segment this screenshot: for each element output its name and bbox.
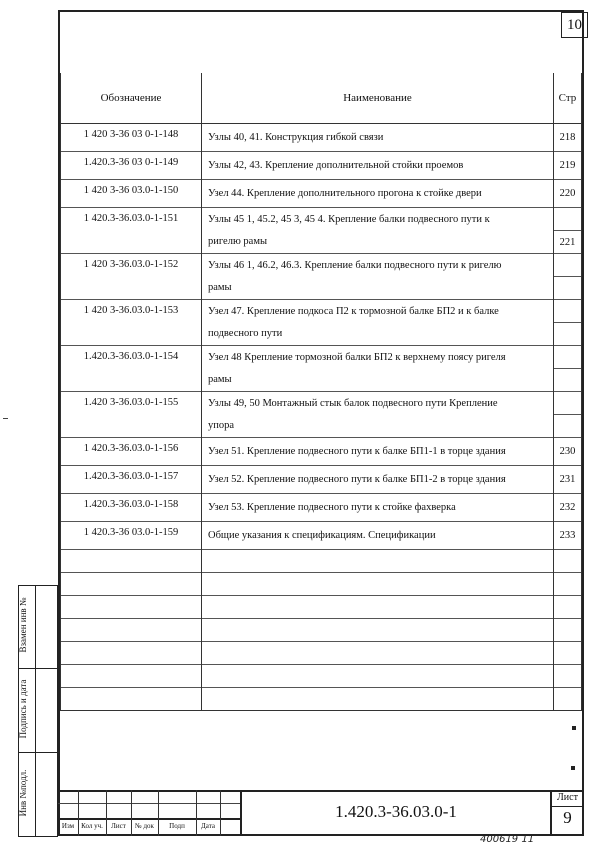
scan-mark	[3, 418, 8, 419]
sheet-number: 9	[563, 808, 572, 827]
table-row	[61, 300, 582, 323]
title-block-column-label: № док	[135, 822, 154, 830]
row-name-line: Узел 51. Крепление подвесного пути к балке БП1-1 в торце здания	[202, 438, 554, 466]
side-label-original-inv: Инв №подл.	[18, 769, 28, 817]
title-block-column-label: Изм	[61, 822, 75, 830]
table-row-empty	[61, 619, 582, 642]
row-code: 1.420.3-36.03.0-1-158	[61, 494, 202, 522]
row-name-line: Узел 48 Крепление тормозной балки БП2 к верхнему поясу ригеля	[202, 346, 554, 369]
empty-cell	[202, 573, 554, 596]
row-page	[554, 346, 582, 369]
row-code: 1 420.3-36.03.0-1-156	[61, 438, 202, 466]
empty-cell	[202, 665, 554, 688]
scan-mark	[571, 766, 575, 770]
empty-cell	[554, 573, 582, 596]
row-page	[554, 323, 582, 346]
table-row	[61, 180, 582, 208]
row-page	[554, 415, 582, 438]
column-header-page: Стр	[554, 73, 582, 124]
column-header-name: Наименование	[202, 73, 554, 124]
empty-cell	[202, 688, 554, 711]
title-block-column-divider	[220, 790, 221, 836]
title-block-column-label: Подп	[169, 822, 185, 830]
row-code: 1 420 3-36 03 0-1-148	[61, 124, 202, 152]
row-page	[554, 369, 582, 392]
row-page: 232	[554, 494, 582, 522]
row-page: 219	[554, 152, 582, 180]
row-name-line: Узел 53. Крепление подвесного пути к стойке фахверка	[202, 494, 554, 522]
row-page: 230	[554, 438, 582, 466]
row-code: 1 420 3-36 03.0-1-150	[61, 180, 202, 208]
table-row	[61, 152, 582, 180]
row-code: 1 420 3-36.03.0-1-153	[61, 300, 202, 346]
empty-cell	[202, 550, 554, 573]
empty-cell	[61, 688, 202, 711]
table-row-empty	[61, 550, 582, 573]
side-stamp-divider	[35, 585, 36, 837]
row-name-line: подвесного пути	[202, 323, 554, 346]
table-row	[61, 346, 582, 369]
row-page: 233	[554, 522, 582, 550]
table-row	[61, 466, 582, 494]
title-block-divider	[58, 818, 240, 820]
side-label-signature-date: Подпись и дата	[18, 679, 28, 739]
row-page	[554, 392, 582, 415]
empty-cell	[61, 573, 202, 596]
row-code: 1 420.3-36 03.0-1-159	[61, 522, 202, 550]
row-name-line: Общие указания к спецификациям. Спецификации	[202, 522, 554, 550]
row-name-line: Узел 47. Крепление подкоса П2 к тормозной балке БП2 и к балке	[202, 300, 554, 323]
sheet-corner-number: 10	[561, 12, 588, 38]
empty-cell	[61, 596, 202, 619]
empty-cell	[554, 665, 582, 688]
table-row	[61, 208, 582, 231]
row-code: 1.420.3-36.03.0-1-157	[61, 466, 202, 494]
row-name-line: рамы	[202, 369, 554, 392]
handwritten-note: 400619 11	[480, 834, 535, 845]
row-page: 231	[554, 466, 582, 494]
row-name-line: упора	[202, 415, 554, 438]
table-row	[61, 438, 582, 466]
empty-cell	[554, 619, 582, 642]
empty-cell	[61, 642, 202, 665]
table-row	[61, 392, 582, 415]
table-row-empty	[61, 596, 582, 619]
scan-mark	[572, 726, 576, 730]
empty-cell	[554, 596, 582, 619]
row-name-line: Узел 52. Крепление подвесного пути к балке БП1-2 в торце здания	[202, 466, 554, 494]
table-row-empty	[61, 665, 582, 688]
empty-cell	[554, 550, 582, 573]
table-row	[61, 494, 582, 522]
title-block-column-label: Дата	[201, 822, 215, 830]
table-header-row	[61, 73, 582, 124]
empty-cell	[61, 619, 202, 642]
row-page	[554, 208, 582, 231]
row-name-line: рамы	[202, 277, 554, 300]
row-code: 1.420.3-36 03 0-1-149	[61, 152, 202, 180]
empty-cell	[554, 688, 582, 711]
side-label-replacement-inv: Взамен инв №	[18, 597, 28, 653]
row-name-line: Узлы 45 1, 45.2, 45 3, 45 4. Крепление балки подвесного пути к	[202, 208, 554, 231]
table-row	[61, 254, 582, 277]
row-page: 218	[554, 124, 582, 152]
designation: 1.420.3-36.03.0-1	[335, 802, 457, 821]
row-page	[554, 254, 582, 277]
row-code: 1.420 3-36.03.0-1-155	[61, 392, 202, 438]
row-page: 221	[554, 231, 582, 254]
empty-cell	[202, 619, 554, 642]
row-code: 1.420.3-36.03.0-1-154	[61, 346, 202, 392]
row-page: 220	[554, 180, 582, 208]
table-row	[61, 522, 582, 550]
sheet-label: Лист	[557, 792, 578, 803]
index-table	[60, 73, 582, 711]
row-code: 1 420 3-36.03.0-1-152	[61, 254, 202, 300]
row-name-line: Узлы 42, 43. Крепление дополнительной стойки проемов	[202, 152, 554, 180]
title-block-divider	[550, 806, 584, 807]
title-block-column-label: Кол уч.	[81, 822, 103, 830]
empty-cell	[61, 550, 202, 573]
empty-cell	[202, 596, 554, 619]
table-row-empty	[61, 573, 582, 596]
empty-cell	[61, 665, 202, 688]
title-block-column-label: Лист	[111, 822, 126, 830]
row-name-line: Узлы 49, 50 Монтажный стык балок подвесного пути Крепление	[202, 392, 554, 415]
row-page	[554, 277, 582, 300]
table-row-empty	[61, 688, 582, 711]
row-page	[554, 300, 582, 323]
empty-cell	[202, 642, 554, 665]
row-name-line: Узлы 40, 41. Конструкция гибкой связи	[202, 124, 554, 152]
row-name-line: Узел 44. Крепление дополнительного прогона к стойке двери	[202, 180, 554, 208]
table-row-empty	[61, 642, 582, 665]
row-code: 1 420.3-36.03.0-1-151	[61, 208, 202, 254]
table-row	[61, 124, 582, 152]
row-name-line: ригелю рамы	[202, 231, 554, 254]
row-name-line: Узлы 46 1, 46.2, 46.3. Крепление балки подвесного пути к ригелю	[202, 254, 554, 277]
empty-cell	[554, 642, 582, 665]
title-block-divider	[58, 803, 240, 804]
column-header-code: Обозначение	[61, 73, 202, 124]
